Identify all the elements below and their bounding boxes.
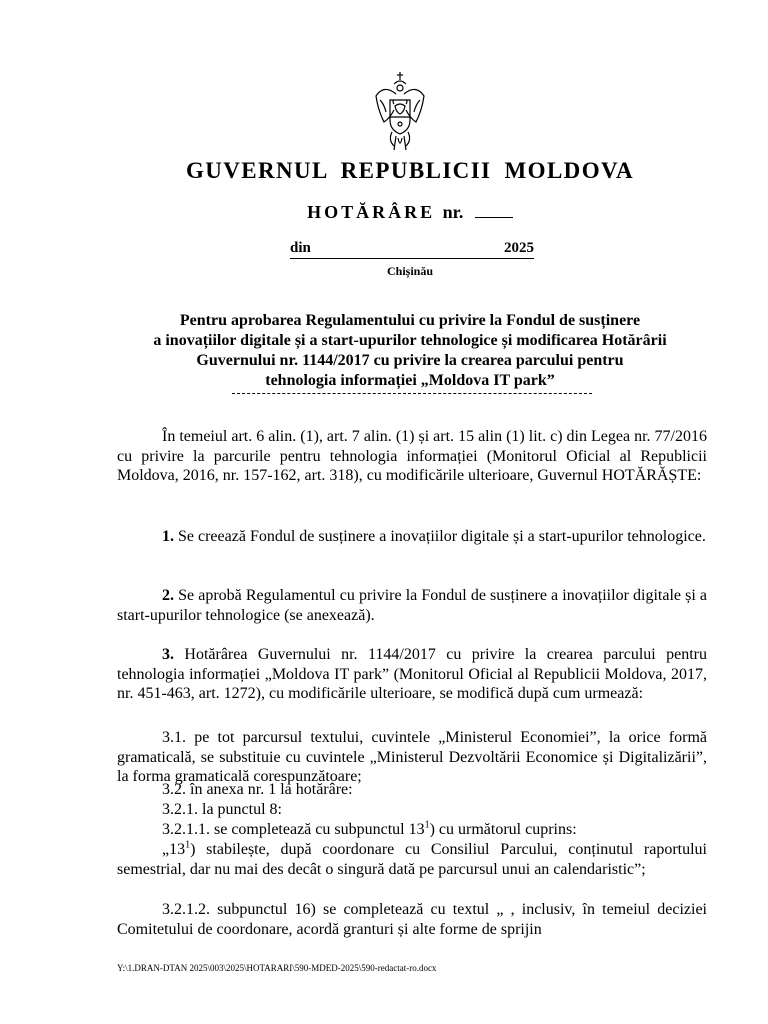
subpoint-3-2-1: 3.2.1. la punctul 8:: [162, 801, 282, 818]
article-2-number: 2.: [162, 587, 174, 604]
quote-text: ) stabilește, după coordonare cu Consiliul Parcului, conținutul raportului semestrial, dar nu mai des decât o singură dată pe parcursul unui an calendaristic”;: [117, 841, 707, 878]
subpoint-3-2-1-2: 3.2.1.2. subpunctul 16) se completează cu textul „ , inclusiv, în temeiul deciziei Comitetului de coordonare, acordă granturi și alte forme de sprijin: [117, 901, 707, 938]
subpoint-3-1: 3.1. pe tot parcursul textului, cuvintele „Ministerul Economiei”, la orice formă gramaticală, se substituie cu cuvintele „Ministerul Dezvoltării Economice și Digitalizării”, la forma gramaticală corespunzătoare;: [117, 729, 707, 786]
government-title: GUVERNUL REPUBLICII MOLDOVA: [185, 158, 635, 183]
decision-subject: [100, 311, 720, 391]
date-prefix: din: [290, 240, 311, 256]
city-name: Chișinău: [386, 264, 434, 278]
subpoint-3-2-1-1-tail: ) cu următorul cuprins:: [429, 821, 577, 838]
subpoint-3-2-1-1: [117, 820, 707, 840]
subject-line: a inovațiilor digitale și a start-upurilor tehnologice și modificarea Hotărârii: [153, 332, 667, 349]
article-1: [117, 527, 707, 547]
decision-label: HOTĂRÂRE: [307, 202, 436, 222]
decision-heading: [0, 201, 768, 223]
subpoint-3-2: 3.2. în anexa nr. 1 la hotărâre:: [162, 781, 353, 798]
subject-separator: [232, 393, 592, 394]
quote-start: „13: [162, 841, 186, 858]
superscript: 1: [424, 819, 430, 831]
superscript: 1: [185, 839, 191, 851]
subpoint-3-2-1-1-text: 3.2.1.1. se completează cu subpunctul 13: [162, 821, 425, 838]
article-3-text: Hotărârea Guvernului nr. 1144/2017 cu privire la crearea parcului pentru tehnologia informației „Moldova IT park” (Monitorul Oficial al Republicii Moldova, 2017, nr. 451-463, art. 1272), cu modificările ulterioare, se modifică după cum urmează:: [117, 646, 707, 703]
article-2: [117, 586, 707, 625]
article-1-text: Se creează Fondul de susținere a inovațiilor digitale și a start-upurilor tehnologice.: [174, 528, 706, 545]
subject-line: tehnologia informației „Moldova IT park”: [265, 372, 555, 389]
decision-date-line: [290, 240, 534, 259]
decision-number-blank: [475, 201, 513, 218]
article-3-number: 3.: [162, 646, 174, 663]
quoted-subpoint-13-1: [117, 840, 707, 879]
article-2-text: Se aprobă Regulamentul cu privire la Fondul de susținere a inovațiilor digitale și a start-upurilor tehnologice (se anexează).: [117, 587, 707, 624]
decision-number-label: nr.: [442, 202, 464, 222]
date-year: 2025: [504, 240, 534, 256]
article-1-number: 1.: [162, 528, 174, 545]
subject-line: Guvernului nr. 1144/2017 cu privire la crearea parcului pentru: [196, 352, 624, 369]
moldova-coat-of-arms-icon: [372, 70, 428, 152]
subject-line: Pentru aprobarea Regulamentului cu privire la Fondul de susținere: [179, 312, 641, 329]
article-3: [117, 645, 707, 704]
preamble-paragraph: În temeiul art. 6 alin. (1), art. 7 alin. (1) și art. 15 alin (1) lit. c) din Legea nr. 77/2016 cu privire la parcurile pentru tehnologia informației (Monitorul Oficial al Republicii Moldova, 2016, nr. 157-162, art. 318), cu modificările ulterioare, Guvernul HOTĂRĂȘTE:: [117, 428, 707, 485]
file-path-footer: Y:\1.DRAN-DTAN 2025\003\2025\HOTARARI\590-MDED-2025\590-redactat-ro.docx: [117, 963, 437, 973]
